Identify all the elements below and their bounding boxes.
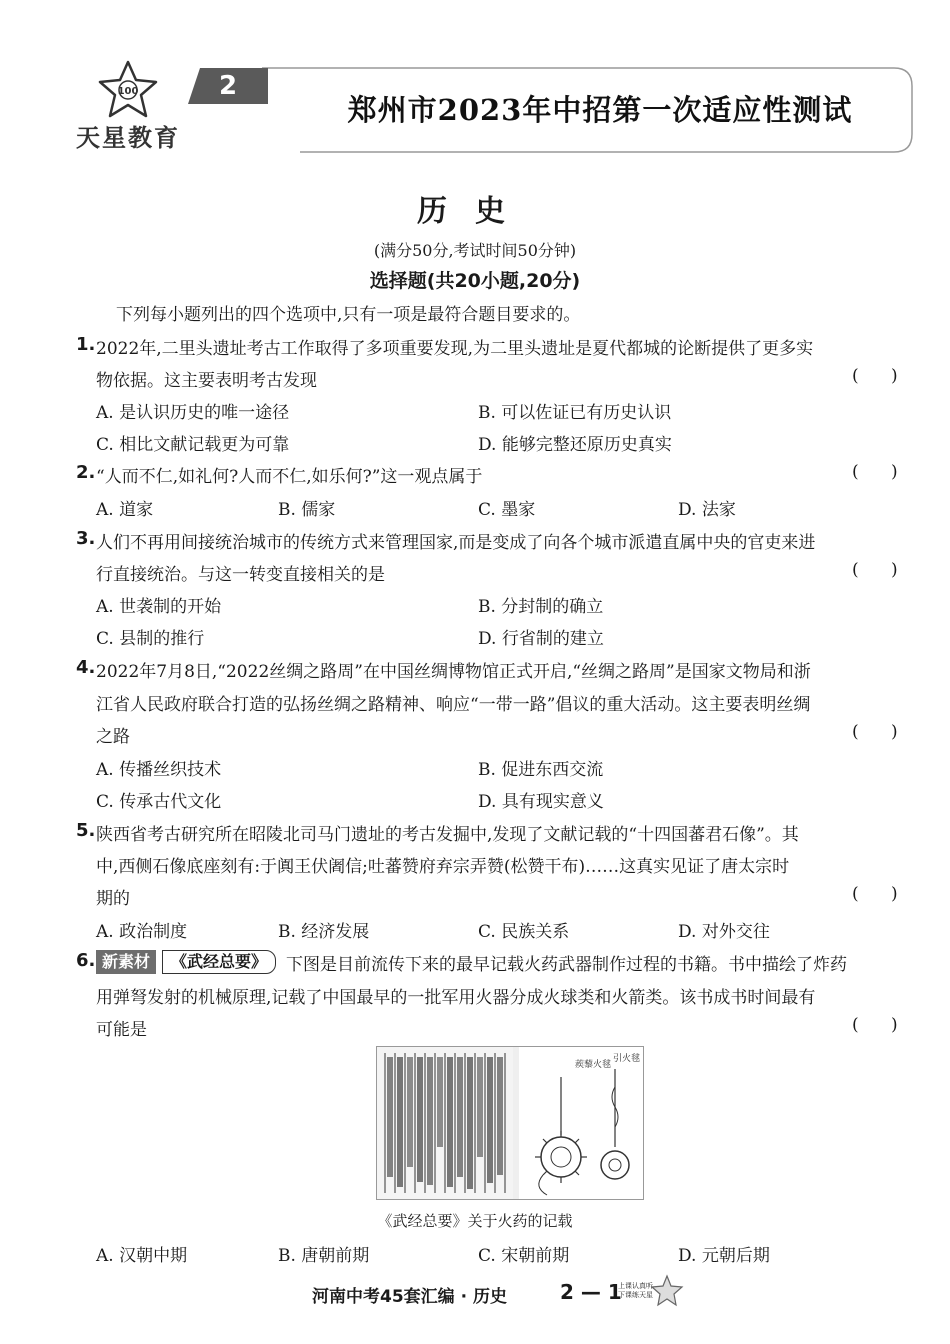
question-text: 中,西侧石像底座刻有:于阗王伏阇信;吐蕃赞府弃宗弄赞(松赞干布)……这真实见证了唐太宗时 (96, 857, 790, 877)
answer-blank[interactable]: ( ) (852, 884, 898, 904)
question-text: “人而不仁,如礼何?人而不仁,如乐何?”这一观点属于 (96, 467, 483, 487)
option-c[interactable]: C. 墨家 (478, 500, 536, 520)
mascot-star-icon (650, 1274, 684, 1308)
logo-text: 天星教育 (76, 124, 180, 152)
badge-topic: 《武经总要》 (162, 950, 276, 974)
answer-blank[interactable]: ( ) (852, 1015, 898, 1035)
answer-blank[interactable]: ( ) (852, 462, 898, 482)
option-b[interactable]: B. 可以佐证已有历史认识 (478, 403, 672, 423)
paper-number: 2 (218, 71, 238, 101)
question-number: 4. (76, 657, 96, 678)
question-text: 人们不再用间接统治城市的传统方式来管理国家,而是变成了向各个城市派遣直属中央的官吏来进 (96, 533, 816, 553)
question-number: 5. (76, 820, 96, 841)
option-b[interactable]: B. 促进东西交流 (478, 760, 604, 780)
question-text: 期的 (96, 889, 130, 909)
option-c[interactable]: C. 相比文献记载更为可靠 (96, 435, 290, 455)
option-d[interactable]: D. 法家 (678, 500, 736, 520)
option-a[interactable]: A. 传播丝织技术 (96, 760, 222, 780)
question-text: 行直接统治。与这一转变直接相关的是 (96, 565, 385, 585)
book-page-figure (376, 1046, 644, 1200)
option-c[interactable]: C. 传承古代文化 (96, 792, 222, 812)
question-text: 2022年7月8日,“2022丝绸之路周”在中国丝绸博物馆正式开启,“丝绸之路周”是国家文物局和浙 (96, 662, 811, 682)
question-text: 陕西省考古研究所在昭陵北司马门遗址的考古发掘中,发现了文献记载的“十四国蕃君石像”。其 (96, 825, 799, 845)
footer-book-title: 河南中考45套汇编 · 历史 (312, 1287, 507, 1307)
option-a[interactable]: A. 是认识历史的唯一途径 (96, 403, 290, 423)
section-title: 选择题(共20小题,20分) (369, 270, 581, 292)
question-text: 之路 (96, 727, 130, 747)
option-b[interactable]: B. 经济发展 (278, 922, 370, 942)
answer-blank[interactable]: ( ) (852, 722, 898, 742)
answer-blank[interactable]: ( ) (852, 560, 898, 580)
option-c[interactable]: C. 县制的推行 (96, 629, 205, 649)
score-note: (满分50分,考试时间50分钟) (373, 241, 577, 260)
question-number: 3. (76, 528, 96, 549)
figure-caption: 《武经总要》关于火药的记载 (377, 1212, 573, 1230)
question-number: 6. (76, 950, 96, 971)
answer-blank[interactable]: ( ) (852, 366, 898, 386)
question-text: 用弹弩发射的机械原理,记载了中国最早的一批军用火器分成火球类和火箭类。该书成书时间最有 (96, 988, 816, 1008)
instructions: 下列每小题列出的四个选项中,只有一项是最符合题目要求的。 (116, 305, 581, 325)
question-text: 可能是 (96, 1020, 147, 1040)
badge-label: 新素材 (96, 950, 156, 974)
option-a[interactable]: A. 世袭制的开始 (96, 597, 222, 617)
question-number: 1. (76, 334, 96, 355)
logo-star-text: 100 (117, 86, 139, 97)
option-d[interactable]: D. 能够完整还原历史真实 (478, 435, 672, 455)
option-a[interactable]: A. 道家 (96, 500, 154, 520)
option-c[interactable]: C. 宋朝前期 (478, 1246, 570, 1266)
subject-title: 历史 (417, 194, 533, 229)
question-number: 2. (76, 462, 96, 483)
question-text: 江省人民政府联合打造的弘扬丝绸之路精神、响应“一带一路”倡议的重大活动。这主要表明丝绸 (96, 695, 811, 715)
option-a[interactable]: A. 汉朝中期 (96, 1246, 188, 1266)
option-d[interactable]: D. 具有现实意义 (478, 792, 604, 812)
footer-slogan: 上课认真听 下课练天星 (618, 1282, 653, 1299)
option-a[interactable]: A. 政治制度 (96, 922, 188, 942)
logo-star-icon (96, 60, 160, 120)
option-d[interactable]: D. 元朝后期 (678, 1246, 770, 1266)
page-number: 2 — 1 (560, 1280, 622, 1304)
figure-label: 蒺藜火毬 (575, 1060, 612, 1070)
option-d[interactable]: D. 对外交往 (678, 922, 770, 942)
option-b[interactable]: B. 儒家 (278, 500, 336, 520)
option-d[interactable]: D. 行省制的建立 (478, 629, 604, 649)
option-b[interactable]: B. 唐朝前期 (278, 1246, 370, 1266)
exam-title: 郑州市2023年中招第一次适应性测试 (347, 93, 853, 127)
question-text: 物依据。这主要表明考古发现 (96, 371, 317, 391)
option-c[interactable]: C. 民族关系 (478, 922, 570, 942)
question-text: 下图是目前流传下来的最早记载火药武器制作过程的书籍。书中描绘了炸药 (286, 955, 847, 975)
paper-number-tab (188, 68, 268, 104)
question-text: 2022年,二里头遗址考古工作取得了多项重要发现,为二里头遗址是夏代都城的论断提供了更多实 (96, 339, 814, 359)
option-b[interactable]: B. 分封制的确立 (478, 597, 604, 617)
figure-label: 引火毬 (613, 1054, 641, 1064)
